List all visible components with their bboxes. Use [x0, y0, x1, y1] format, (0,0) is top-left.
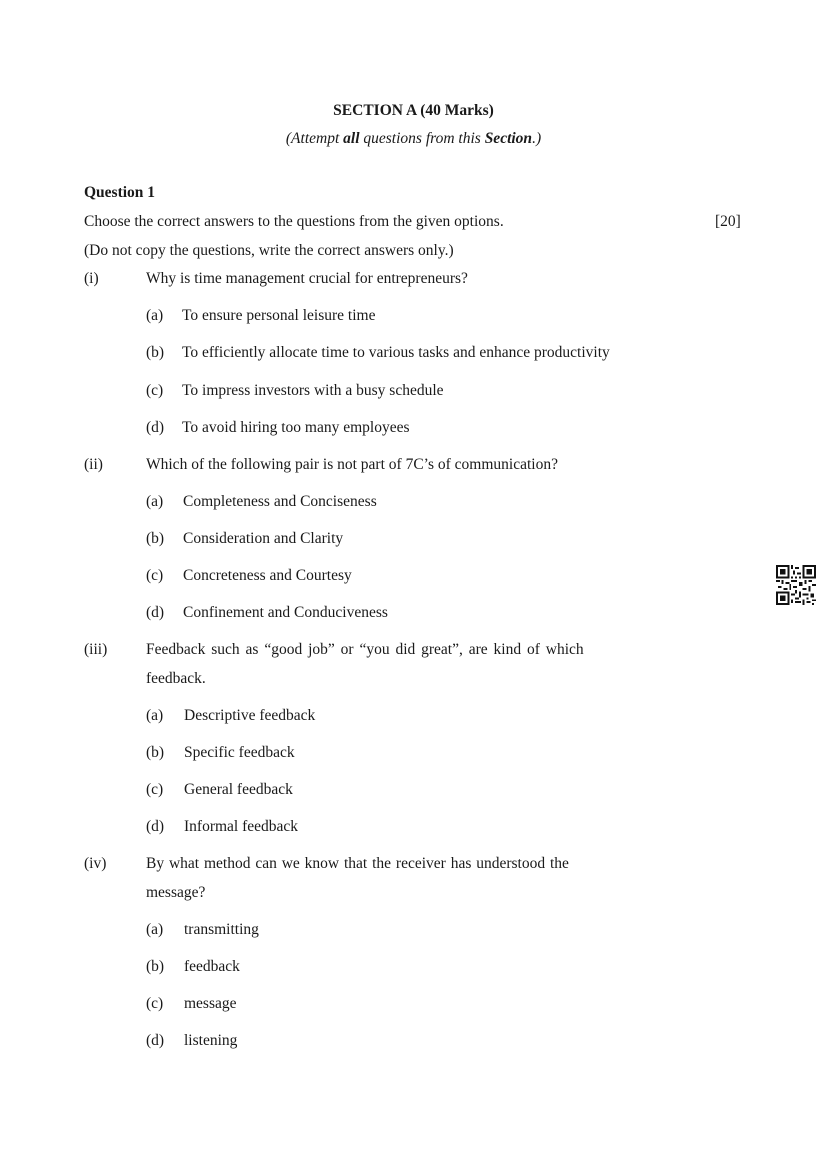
- option-label: (b): [146, 744, 165, 761]
- subquestion-text-line: feedback.: [146, 670, 206, 687]
- option-label: (b): [146, 344, 165, 361]
- option-text: message: [184, 995, 237, 1012]
- option-text: To impress investors with a busy schedule: [182, 382, 444, 399]
- option-text: General feedback: [184, 781, 293, 798]
- subquestion-number: (i): [84, 270, 99, 287]
- option-text: Consideration and Clarity: [183, 530, 344, 547]
- option-text: Descriptive feedback: [184, 707, 316, 724]
- option-text: To avoid hiring too many employees: [182, 419, 410, 436]
- option-text: Concreteness and Courtesy: [183, 567, 352, 584]
- instruction-emphasis-section: Section: [484, 130, 533, 147]
- option-label: (c): [146, 781, 164, 798]
- instruction-text: (Attempt: [285, 130, 344, 147]
- option-label: (a): [146, 707, 164, 724]
- option-text: feedback: [184, 958, 240, 975]
- subquestion-number: (iv): [84, 855, 107, 872]
- option-label: (c): [146, 567, 164, 584]
- option-label: (a): [146, 493, 164, 510]
- option-text: To efficiently allocate time to various tasks and enhance productivity: [182, 344, 610, 361]
- instruction-text: .): [532, 130, 542, 147]
- question-heading: Question 1: [84, 184, 156, 201]
- option-text: transmitting: [184, 921, 259, 938]
- subquestion-text: Why is time management crucial for entrepreneurs?: [146, 270, 468, 287]
- option-text: Completeness and Conciseness: [183, 493, 377, 510]
- option-label: (d): [146, 604, 165, 621]
- question-instruction: Choose the correct answers to the questions from the given options.: [84, 213, 504, 230]
- option-label: (a): [146, 921, 164, 938]
- option-label: (a): [146, 307, 164, 324]
- option-text: Confinement and Conduciveness: [183, 604, 388, 621]
- instruction-emphasis-all: all: [343, 130, 360, 147]
- section-instruction: [0, 130, 827, 148]
- option-label: (b): [146, 530, 165, 547]
- option-label: (c): [146, 382, 164, 399]
- section-marks: (40 Marks): [420, 102, 494, 119]
- question-note: (Do not copy the questions, write the correct answers only.): [84, 242, 454, 259]
- section-name: SECTION A: [333, 102, 417, 119]
- option-label: (d): [146, 419, 165, 436]
- option-text: listening: [184, 1032, 238, 1049]
- option-text: To ensure personal leisure time: [182, 307, 376, 324]
- option-label: (d): [146, 818, 165, 835]
- section-title: [0, 102, 827, 120]
- option-text: Informal feedback: [184, 818, 299, 835]
- option-label: (c): [146, 995, 164, 1012]
- subquestion-text-line: By what method can we know that the receiver has understood the: [146, 855, 569, 872]
- instruction-text: questions from this: [359, 130, 485, 147]
- qr-code-icon: [776, 565, 816, 605]
- option-label: (b): [146, 958, 165, 975]
- option-text: Specific feedback: [184, 744, 295, 761]
- subquestion-text-line: Feedback such as “good job” or “you did great”, are kind of which: [146, 641, 584, 658]
- subquestion-number: (ii): [84, 456, 103, 473]
- question-marks: [20]: [715, 213, 741, 230]
- option-label: (d): [146, 1032, 165, 1049]
- subquestion-text: Which of the following pair is not part of 7C’s of communication?: [146, 456, 558, 473]
- subquestion-text-line: message?: [146, 884, 206, 901]
- subquestion-number: (iii): [84, 641, 108, 658]
